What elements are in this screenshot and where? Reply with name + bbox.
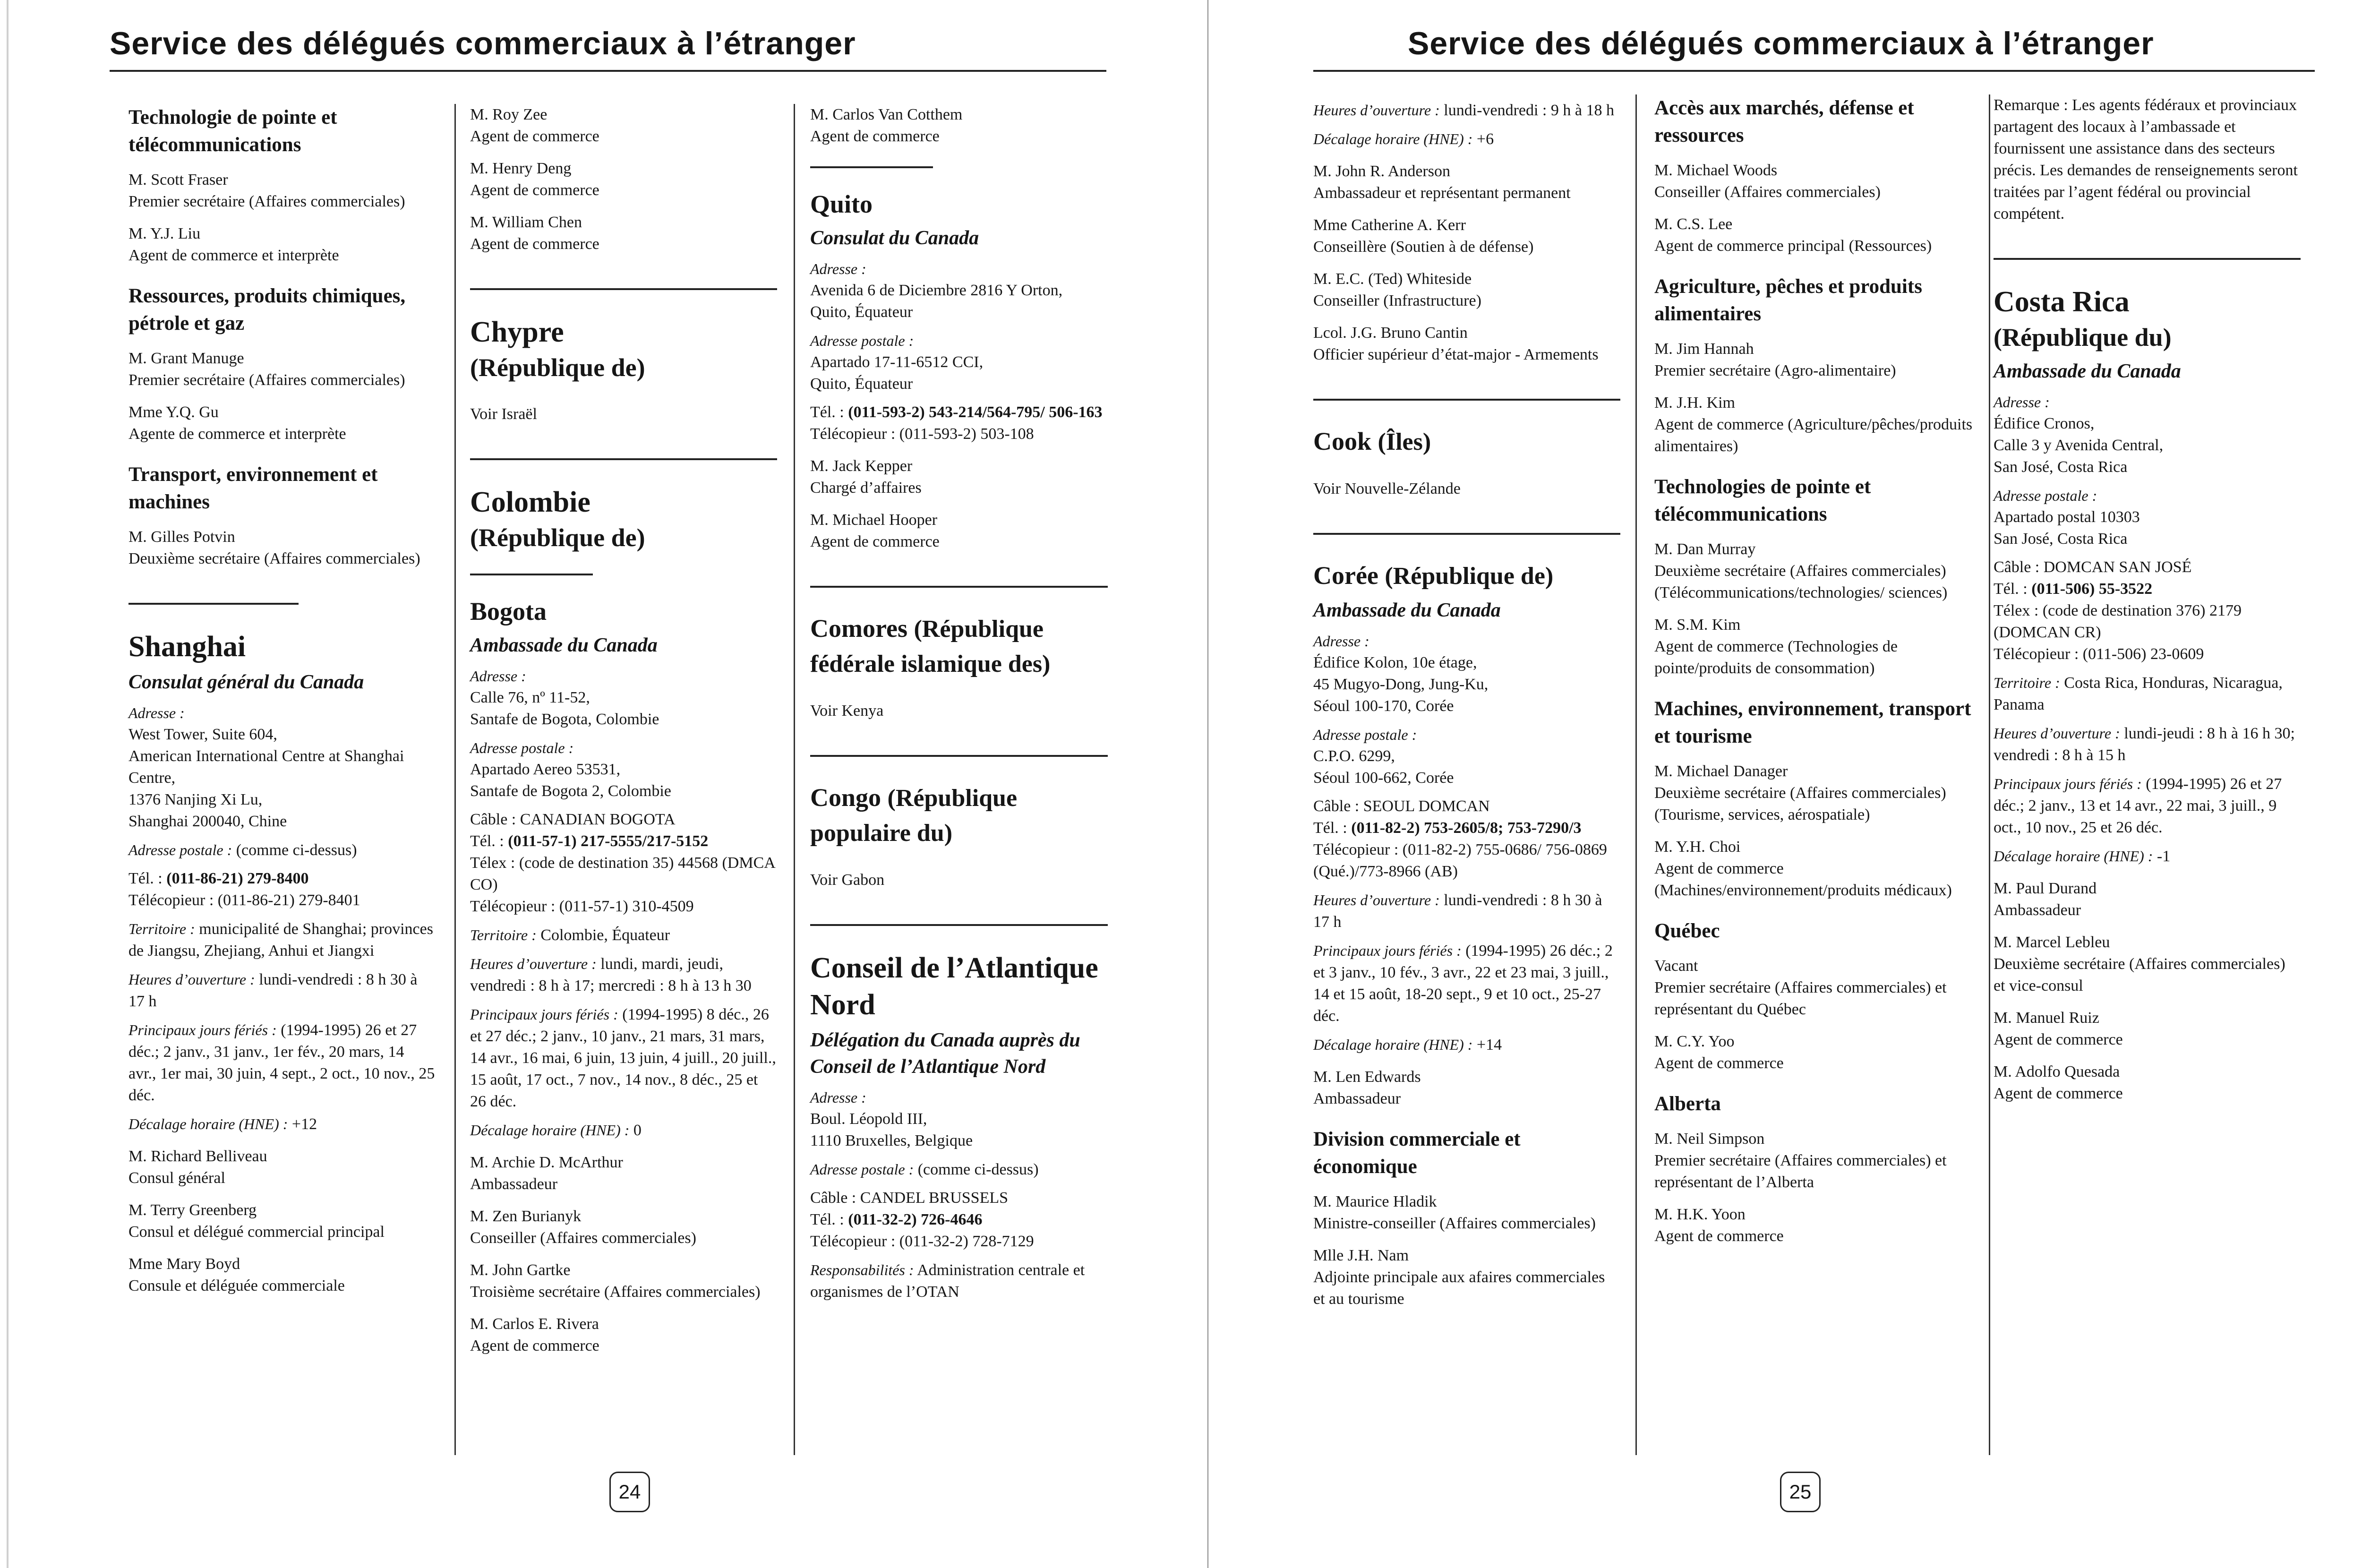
hours-value: lundi-jeudi : 8 h à 16 h 30; vendredi : 8 h à 15 h (1994, 725, 2295, 764)
telephone-label: Tél. : (128, 870, 163, 887)
territory-value: Colombie, Équateur (540, 926, 670, 944)
mission-name: Ambassade du Canada (1313, 600, 1501, 621)
address-line: West Tower, Suite 604, (128, 726, 277, 743)
postal-label: Adresse postale : (1994, 487, 2097, 504)
person-title: Conseiller (Infrastructure) (1313, 292, 1481, 309)
right-page (1209, 0, 2362, 1568)
section-rule (128, 603, 299, 605)
country-heading (1313, 558, 1620, 593)
time-offset-label: Décalage horaire (HNE) : (470, 1122, 630, 1139)
page-number: 25 (1780, 1472, 1821, 1512)
holidays-label: Principaux jours fériés : (128, 1021, 277, 1038)
address-line: Quito, Équateur (810, 303, 913, 321)
person-title: Ambassadeur (1313, 1090, 1401, 1107)
person-name: M. Scott Fraser (128, 171, 228, 189)
telephone-value: (011-82-2) 753-2605/8; 753-7290/3 (1351, 819, 1582, 837)
person-name: M. Michael Hooper (810, 511, 938, 529)
country-subheading: (République de) (470, 523, 645, 552)
holidays-label: Principaux jours fériés : (470, 1006, 618, 1023)
hours-value: lundi-vendredi : 8 h 30 à 17 h (1313, 891, 1602, 931)
person-name: M. Richard Belliveau (128, 1148, 267, 1165)
person-title: Consul général (128, 1169, 225, 1187)
holidays-value: (1994-1995) 26 déc.; 2 et 3 janv., 10 fév., 3 avr., 22 et 23 mai, 3 juill., 14 et 15 août, 18-20 sept., 9 et 10 oct., 25-27 déc. (1313, 942, 1613, 1025)
person-name: M. Gilles Potvin (128, 528, 235, 546)
address-label: Adresse : (810, 1089, 866, 1106)
person-title: Premier secrétaire (Affaires commerciales) (128, 371, 405, 389)
section-heading: Technologies de pointe et télécommunications (1654, 476, 1871, 525)
person-title: Troisième secrétaire (Affaires commerciales) (470, 1283, 761, 1301)
person-title: Premier secrétaire (Agro-alimentaire) (1654, 362, 1896, 379)
person-name: M. Dan Murray (1654, 540, 1756, 558)
person-name: M. Archie D. McArthur (470, 1154, 623, 1171)
city-rule (810, 166, 933, 168)
column-divider (454, 104, 456, 1455)
person-name: M. Henry Deng (470, 160, 572, 177)
person-name: M. Carlos E. Rivera (470, 1315, 599, 1333)
column-4 (1313, 99, 1620, 1310)
person-title: Ambassadeur et représentant permanent (1313, 184, 1571, 202)
section-heading: Machines, environnement, transport et tourisme (1654, 698, 1971, 747)
address-label: Adresse : (1313, 633, 1369, 650)
postal-label: Adresse postale : (1313, 726, 1417, 743)
header-rule (110, 70, 1106, 72)
person-title: Officier supérieur d’état-major - Armements (1313, 346, 1599, 363)
city-heading: Shanghai (128, 631, 246, 663)
person-title: Deuxième secrétaire (Affaires commerciales) (128, 550, 420, 567)
city-heading: Quito (810, 190, 873, 218)
telephone-label: Tél. : (810, 1211, 844, 1228)
telephone-value: (011-57-1) 217-5555/217-5152 (508, 832, 709, 850)
mission-name: Ambassade du Canada (1994, 360, 2181, 382)
person-title: Ministre-conseiller (Affaires commerciales) (1313, 1215, 1596, 1232)
address-label: Adresse : (810, 260, 866, 277)
mission-name: Consulat du Canada (810, 227, 979, 249)
telephone (470, 831, 777, 852)
fax: Télécopieur : (011-57-1) 310-4509 (470, 898, 694, 915)
territory-value: Costa Rica, Honduras, Nicaragua, Panama (1994, 674, 2283, 713)
postal-label: Adresse postale : (810, 332, 914, 349)
address-line: Calle 76, nº 11-52, (470, 689, 590, 706)
holidays-value: (1994-1995) 26 et 27 déc.; 2 janv., 31 janv., 1er fév., 20 mars, 14 avr., 1er mai, 30 juin, 4 sept., 2 oct., 10 nov., 25 déc. (128, 1021, 435, 1104)
person-title: Agent de commerce et interprète (128, 247, 339, 264)
person-name: M. John R. Anderson (1313, 163, 1450, 180)
telephone-value: (011-86-21) 279-8400 (166, 870, 309, 887)
postal-value: (comme ci-dessus) (917, 1161, 1039, 1178)
country-rule (1313, 399, 1620, 401)
mission-name: Ambassade du Canada (470, 634, 658, 656)
country-heading: Colombie (470, 486, 590, 518)
column-divider (794, 104, 795, 1455)
person-title: Conseiller (Affaires commerciales) (470, 1229, 696, 1247)
person-name: Mlle J.H. Nam (1313, 1247, 1409, 1264)
telephone (810, 402, 1108, 423)
time-offset (1994, 845, 2301, 867)
person-title: Agent de commerce (Agriculture/pêches/produits alimentaires) (1654, 416, 1973, 455)
address-label: Adresse : (128, 704, 185, 721)
page-header: Service des délégués commerciaux à l’étranger (110, 26, 856, 61)
person-name: M. S.M. Kim (1654, 616, 1741, 634)
person-title: Agent de commerce (1654, 1054, 1784, 1072)
telephone-value: (011-506) 55-3522 (2031, 580, 2153, 598)
territory (470, 924, 777, 946)
address-line: 1376 Nanjing Xi Lu, (128, 791, 263, 808)
column-divider (1989, 94, 1990, 1455)
time-offset (1313, 128, 1620, 150)
section-heading: Transport, environnement et machines (128, 463, 378, 513)
address-line: Santafe de Bogota, Colombie (470, 711, 659, 728)
cross-reference: Voir Nouvelle-Zélande (1313, 480, 1461, 497)
country-heading: Chypre (470, 316, 564, 348)
telephone (128, 868, 436, 890)
telephone-label: Tél. : (470, 832, 504, 850)
fax: Télécopieur : (011-86-21) 279-8401 (128, 891, 360, 909)
person-name: M. John Gartke (470, 1261, 571, 1279)
person-title: Deuxième secrétaire (Affaires commerciales) (Tourisme, services, aérospatiale) (1654, 784, 1946, 823)
holidays (1313, 940, 1620, 1027)
telephone-label: Tél. : (1313, 819, 1347, 837)
person-title: Premier secrétaire (Affaires commerciales) et représentant du Québec (1654, 979, 1947, 1018)
responsibilities-value: Administration centrale et organismes de l’OTAN (810, 1261, 1085, 1301)
person-name: M. Zen Burianyk (470, 1208, 582, 1225)
country-heading: Costa Rica (1994, 286, 2130, 318)
person-name: Vacant (1654, 957, 1698, 975)
section-heading: Division commerciale et économique (1313, 1128, 1521, 1178)
postal-line: Quito, Équateur (810, 375, 913, 393)
fax: Télécopieur : (011-506) 23-0609 (1994, 645, 2204, 663)
column-divider (1635, 94, 1637, 1455)
postal-label: Adresse postale : (810, 1161, 914, 1178)
holidays-value: (1994-1995) 8 déc., 26 et 27 déc.; 2 janv., 10 janv., 21 mars, 31 mars, 14 avr., 16 mai, 6 juin, 13 juin, 4 juill., 20 juill., 15 août, 17 oct., 7 nov., 14 nov., 8 déc., 25 et 26 déc. (470, 1006, 776, 1110)
postal-value: (comme ci-dessus) (236, 841, 357, 859)
person-title: Conseiller (Affaires commerciales) (1654, 183, 1881, 201)
postal-address (128, 839, 436, 861)
person-title: Agent de commerce (1654, 1227, 1784, 1245)
person-title: Agent de commerce (810, 128, 940, 145)
country-heading (1313, 424, 1620, 459)
address-line: Calle 3 y Avenida Central, (1994, 437, 2164, 454)
person-name: M. Jack Kepper (810, 457, 913, 475)
person-name: M. Y.H. Choi (1654, 838, 1741, 856)
country-subheading: (Îles) (1378, 428, 1431, 455)
time-offset-value: +12 (291, 1115, 317, 1133)
cable: Câble : CANADIAN BOGOTA (470, 811, 676, 828)
telephone (1313, 817, 1620, 839)
postal-line: Apartado 17-11-6512 CCI, (810, 353, 984, 371)
person-title: Agent de commerce (1994, 1031, 2123, 1048)
country-rule (810, 924, 1108, 926)
country-subheading: (République du) (1994, 323, 2172, 351)
country-name: Cook (1313, 427, 1372, 455)
country-subheading: (République de) (1385, 563, 1554, 590)
postal-line: Apartado postal 10303 (1994, 508, 2140, 526)
person-title: Agent de commerce principal (Ressources) (1654, 237, 1932, 255)
page-header: Service des délégués commerciaux à l’étranger (1408, 26, 2154, 61)
territory-label: Territoire : (470, 926, 537, 943)
person-title: Ambassadeur (1994, 901, 2081, 919)
address-line: Édifice Cronos, (1994, 415, 2095, 432)
country-rule (470, 458, 777, 460)
person-title: Agent de commerce (470, 181, 599, 199)
office-hours (1994, 722, 2301, 766)
person-title: Premier secrétaire (Affaires commerciales) et représentant de l’Alberta (1654, 1152, 1947, 1191)
column-5 (1654, 94, 1976, 1247)
person-title: Agent de commerce (Technologies de pointe/produits de consommation) (1654, 638, 1898, 677)
telex: Télex : (code de destination 35) 44568 (DMCA CO) (470, 854, 775, 893)
hours-label: Heures d’ouverture : (1313, 102, 1440, 119)
person-name: Mme Y.Q. Gu (128, 403, 219, 421)
territory-label: Territoire : (1994, 674, 2060, 691)
person-title: Agent de commerce (470, 1337, 599, 1354)
person-title: Agent de commerce (470, 235, 599, 253)
column-6 (1994, 94, 2301, 1105)
time-offset-value: +14 (1476, 1036, 1502, 1054)
address-line: San José, Costa Rica (1994, 458, 2128, 476)
holidays (470, 1003, 777, 1113)
city-rule (470, 574, 593, 575)
responsibilities (810, 1259, 1108, 1303)
country-rule (470, 288, 777, 290)
person-name: M. Michael Danager (1654, 763, 1788, 780)
cable: Câble : DOMCAN SAN JOSÉ (1994, 558, 2192, 576)
territory (128, 918, 436, 962)
person-title: Deuxième secrétaire (Affaires commerciales) et vice-consul (1994, 955, 2285, 994)
person-name: Mme Catherine A. Kerr (1313, 216, 1466, 234)
page-number: 24 (609, 1472, 650, 1512)
section-heading: Alberta (1654, 1093, 1721, 1115)
time-offset (470, 1119, 777, 1141)
office-hours (470, 953, 777, 997)
hours-value: lundi-vendredi : 9 h à 18 h (1444, 102, 1614, 119)
telephone-value: (011-32-2) 726-4646 (848, 1211, 983, 1228)
column-3 (810, 104, 1108, 1303)
postal-line: Apartado Aereo 53531, (470, 761, 621, 778)
time-offset-label: Décalage horaire (HNE) : (1313, 130, 1473, 147)
cable: Câble : SEOUL DOMCAN (1313, 797, 1490, 815)
column-1 (128, 104, 436, 1297)
telephone (1994, 578, 2301, 600)
person-name: M. Adolfo Quesada (1994, 1063, 2120, 1080)
person-name: M. Y.J. Liu (128, 225, 201, 242)
person-title: Agente de commerce et interprète (128, 425, 346, 443)
person-name: M. Roy Zee (470, 106, 548, 123)
address-line: Édifice Kolon, 10e étage, (1313, 654, 1477, 671)
cross-reference: Voir Gabon (810, 871, 885, 889)
mission-name: Délégation du Canada auprès du Conseil de l’Atlantique Nord (810, 1029, 1080, 1078)
header-rule (1313, 70, 2315, 72)
territory (1994, 672, 2301, 716)
person-name: M. Len Edwards (1313, 1068, 1421, 1086)
postal-line: C.P.O. 6299, (1313, 747, 1395, 765)
responsibilities-label: Responsabilités : (810, 1261, 914, 1278)
time-offset-label: Décalage horaire (HNE) : (1313, 1036, 1473, 1053)
country-subheading: (République fédérale islamique des) (810, 616, 1051, 677)
person-name: M. William Chen (470, 214, 582, 231)
person-name: M. Grant Manuge (128, 350, 244, 367)
person-name: M. Paul Durand (1994, 880, 2097, 897)
city-heading: Bogota (470, 597, 547, 625)
postal-line: Séoul 100-662, Corée (1313, 769, 1454, 787)
time-offset-label: Décalage horaire (HNE) : (128, 1115, 288, 1132)
person-name: M. Maurice Hladik (1313, 1193, 1437, 1210)
telephone (810, 1209, 1108, 1231)
person-name: M. Carlos Van Cotthem (810, 106, 963, 123)
address-label: Adresse : (470, 668, 526, 685)
person-title: Agent de commerce (Machines/environnement/produits médicaux) (1654, 860, 1952, 899)
remark: Remarque : Les agents fédéraux et provinciaux partagent des locaux à l’ambassade et fournissent une assistance dans des secteurs précis. Les demandes de renseignements seront traitées par l’agent fédéral ou provincial compétent. (1994, 96, 2298, 223)
country-subheading: (République populaire du) (810, 785, 1018, 847)
country-name: Comores (810, 614, 907, 643)
telex: Télex : (code de destination 376) 2179 (DOMCAN CR) (1994, 602, 2242, 641)
country-rule (1994, 258, 2301, 260)
hours-value: lundi, mardi, jeudi, vendredi : 8 h à 17; mercredi : 8 h à 13 h 30 (470, 955, 752, 994)
person-name: M. Michael Woods (1654, 162, 1778, 179)
telephone-value: (011-593-2) 543-214/564-795/ 506-163 (848, 403, 1103, 421)
office-hours (128, 968, 436, 1012)
hours-label: Heures d’ouverture : (1313, 891, 1440, 908)
section-heading: Technologie de pointe et télécommunications (128, 106, 337, 156)
telephone-label: Tél. : (1994, 580, 2028, 598)
person-name: M. Terry Greenberg (128, 1201, 257, 1219)
cable: Câble : CANDEL BRUSSELS (810, 1189, 1009, 1207)
territory-label: Territoire : (128, 920, 195, 937)
holidays (1994, 773, 2301, 839)
organization-heading: Conseil de l’Atlantique Nord (810, 952, 1098, 1021)
office-hours (1313, 99, 1620, 121)
address-line: American International Centre at Shanghai Centre, (128, 747, 404, 787)
person-title: Consul et délégué commercial principal (128, 1223, 385, 1241)
postal-line: Santafe de Bogota 2, Colombie (470, 782, 671, 800)
person-title: Conseillère (Soutien à de défense) (1313, 238, 1534, 256)
hours-value: lundi-vendredi : 8 h 30 à 17 h (128, 971, 418, 1010)
country-rule (810, 586, 1108, 588)
holidays (128, 1019, 436, 1106)
person-title: Agent de commerce (810, 533, 940, 550)
address-line: 1110 Bruxelles, Belgique (810, 1132, 973, 1149)
mission-name: Consulat général du Canada (128, 671, 364, 693)
person-name: M. H.K. Yoon (1654, 1206, 1746, 1223)
section-heading: Québec (1654, 920, 1720, 942)
time-offset-value: -1 (2157, 848, 2171, 865)
fax: Télécopieur : (011-593-2) 503-108 (810, 425, 1034, 443)
holidays-label: Principaux jours fériés : (1313, 942, 1462, 959)
person-name: M. E.C. (Ted) Whiteside (1313, 270, 1472, 288)
telephone-label: Tél. : (810, 403, 844, 421)
address-line: Boul. Léopold III, (810, 1110, 927, 1128)
office-hours (1313, 889, 1620, 933)
person-title: Adjointe principale aux afaires commerciales et au tourisme (1313, 1268, 1605, 1308)
country-heading (810, 780, 1108, 850)
person-name: M. C.S. Lee (1654, 215, 1733, 233)
postal-label: Adresse postale : (128, 841, 232, 858)
person-title: Agent de commerce (1994, 1085, 2123, 1102)
time-offset (1313, 1034, 1620, 1056)
time-offset-value: 0 (633, 1122, 642, 1139)
country-rule (1313, 533, 1620, 535)
address-line: 45 Mugyo-Dong, Jung-Ku, (1313, 676, 1489, 693)
country-heading (810, 611, 1108, 681)
section-heading: Ressources, produits chimiques, pétrole et gaz (128, 285, 406, 334)
holidays-value: (1994-1995) 26 et 27 déc.; 2 janv., 13 et 14 avr., 22 mai, 3 juill., 9 oct., 10 nov., 25 et 26 déc. (1994, 775, 2282, 836)
country-subheading: (République de) (470, 353, 645, 382)
address-line: Séoul 100-170, Corée (1313, 697, 1454, 715)
address-label: Adresse : (1994, 394, 2050, 411)
address-line: Shanghai 200040, Chine (128, 813, 287, 830)
person-name: M. Manuel Ruiz (1994, 1009, 2099, 1027)
address-line: Avenida 6 de Diciembre 2816 Y Orton, (810, 282, 1063, 299)
territory-value: municipalité de Shanghai; provinces de Jiangsu, Zhejiang, Anhui et Jiangxi (128, 920, 433, 960)
section-heading: Accès aux marchés, défense et ressources (1654, 97, 1914, 146)
person-title: Premier secrétaire (Affaires commerciales) (128, 193, 405, 210)
person-name: M. J.H. Kim (1654, 394, 1735, 411)
column-2 (470, 104, 777, 1357)
time-offset-value: +6 (1476, 130, 1494, 148)
country-rule (810, 755, 1108, 757)
country-name: Congo (810, 783, 881, 812)
holidays-label: Principaux jours fériés : (1994, 775, 2142, 792)
person-title: Chargé d’affaires (810, 479, 922, 497)
cross-reference: Voir Kenya (810, 702, 884, 720)
person-name: M. Marcel Lebleu (1994, 934, 2110, 951)
person-title: Agent de commerce (470, 128, 599, 145)
person-title: Deuxième secrétaire (Affaires commerciales) (Télécommunications/technologies/ sciences) (1654, 562, 1948, 601)
postal-address (810, 1158, 1108, 1181)
postal-label: Adresse postale : (470, 739, 574, 756)
person-name: M. Jim Hannah (1654, 340, 1754, 358)
hours-label: Heures d’ouverture : (470, 955, 597, 972)
person-title: Consule et déléguée commerciale (128, 1277, 345, 1294)
person-name: M. C.Y. Yoo (1654, 1033, 1735, 1050)
time-offset-label: Décalage horaire (HNE) : (1994, 848, 2153, 865)
person-name: Mme Mary Boyd (128, 1255, 240, 1273)
hours-label: Heures d’ouverture : (128, 971, 255, 988)
time-offset (128, 1113, 436, 1135)
section-heading: Agriculture, pêches et produits alimentaires (1654, 275, 1922, 325)
fax: Télécopieur : (011-82-2) 755-0686/ 756-0869 (Qué.)/773-8966 (AB) (1313, 841, 1607, 880)
postal-line: San José, Costa Rica (1994, 530, 2128, 548)
country-name: Corée (1313, 561, 1378, 590)
person-name: Lcol. J.G. Bruno Cantin (1313, 324, 1468, 342)
person-name: M. Neil Simpson (1654, 1130, 1765, 1148)
person-title: Ambassadeur (470, 1175, 558, 1193)
cross-reference: Voir Israël (470, 405, 537, 423)
fax: Télécopieur : (011-32-2) 728-7129 (810, 1233, 1034, 1250)
hours-label: Heures d’ouverture : (1994, 725, 2120, 742)
